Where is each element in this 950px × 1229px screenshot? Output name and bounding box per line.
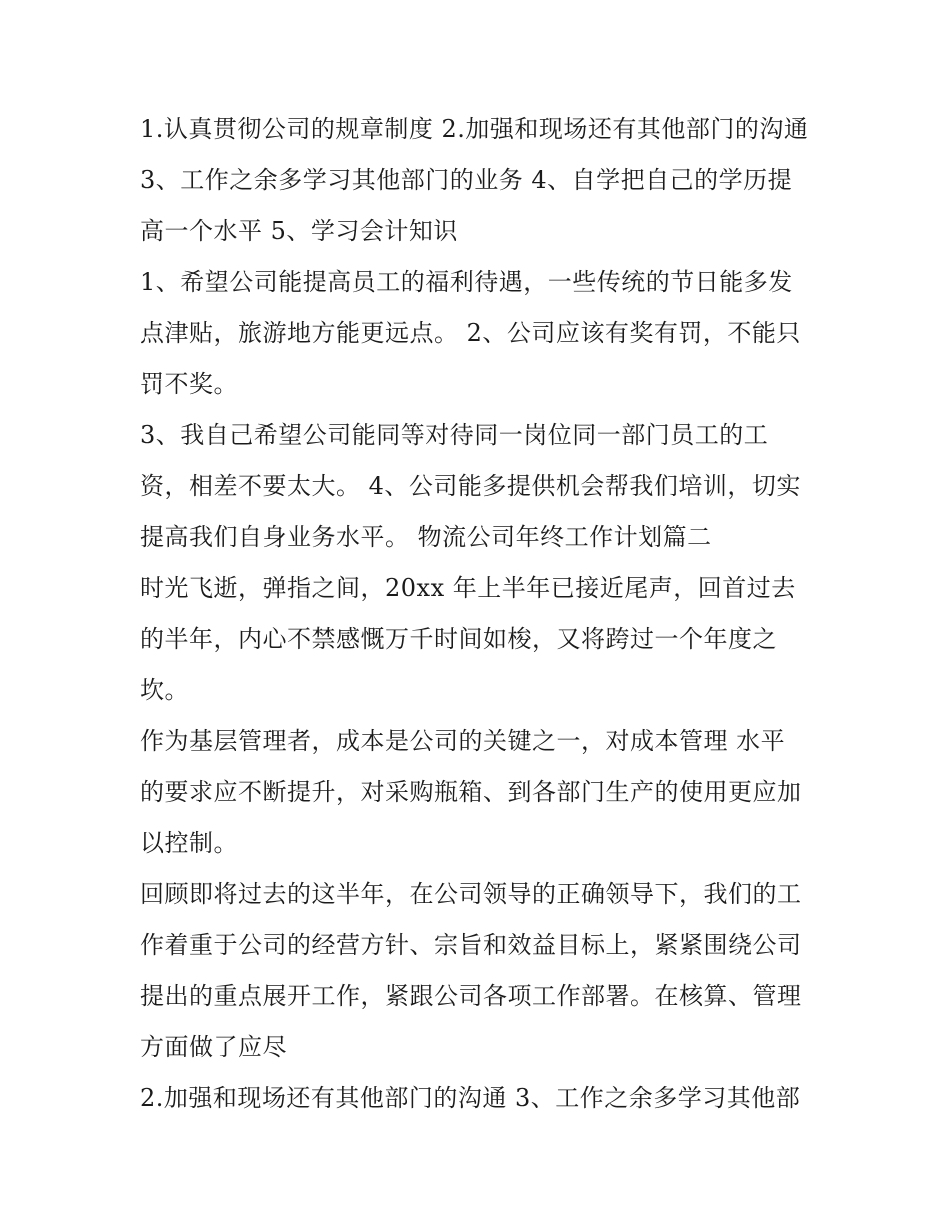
text-line: 以控制。 bbox=[140, 829, 238, 857]
text-line: 高一个水平 5、学习会计知识 bbox=[140, 217, 458, 245]
text-line: 作为基层管理者，成本是公司的关键之一，对成本管理 水平 bbox=[140, 727, 786, 755]
text-line: 1.认真贯彻公司的规章制度 2.加强和现场还有其他部门的沟通 bbox=[140, 115, 809, 143]
text-line: 1、希望公司能提高员工的福利待遇，一些传统的节日能多发 bbox=[140, 268, 793, 296]
text-line: 提出的重点展开工作，紧跟公司各项工作部署。在核算、管理 bbox=[140, 982, 802, 1010]
document-body bbox=[140, 104, 820, 1124]
text-line: 罚不奖。 bbox=[140, 370, 238, 398]
text-line: 方面做了应尽 bbox=[140, 1033, 287, 1061]
text-line: 3、我自己希望公司能同等对待同一岗位同一部门员工的工 bbox=[140, 421, 769, 449]
text-line: 3、工作之余多学习其他部门的业务 4、自学把自己的学历提 bbox=[140, 166, 793, 194]
text-line: 的半年，内心不禁感慨万千时间如梭，又将跨过一个年度之 bbox=[140, 625, 777, 653]
text-line: 提高我们自身业务水平。 物流公司年终工作计划篇二 bbox=[140, 523, 712, 551]
text-line: 坎。 bbox=[140, 676, 189, 704]
text-line: 时光飞逝，弹指之间，20xx 年上半年已接近尾声，回首过去 bbox=[140, 574, 796, 602]
text-line: 的要求应不断提升，对采购瓶箱、到各部门生产的使用更应加 bbox=[140, 778, 802, 806]
text-line: 作着重于公司的经营方针、宗旨和效益目标上，紧紧围绕公司 bbox=[140, 931, 802, 959]
text-line: 2.加强和现场还有其他部门的沟通 3、工作之余多学习其他部 bbox=[140, 1084, 801, 1112]
text-line: 点津贴，旅游地方能更远点。 2、公司应该有奖有罚，不能只 bbox=[140, 319, 801, 347]
text-line: 回顾即将过去的这半年，在公司领导的正确领导下，我们的工 bbox=[140, 880, 802, 908]
text-line: 资，相差不要太大。 4、公司能多提供机会帮我们培训，切实 bbox=[140, 472, 801, 500]
